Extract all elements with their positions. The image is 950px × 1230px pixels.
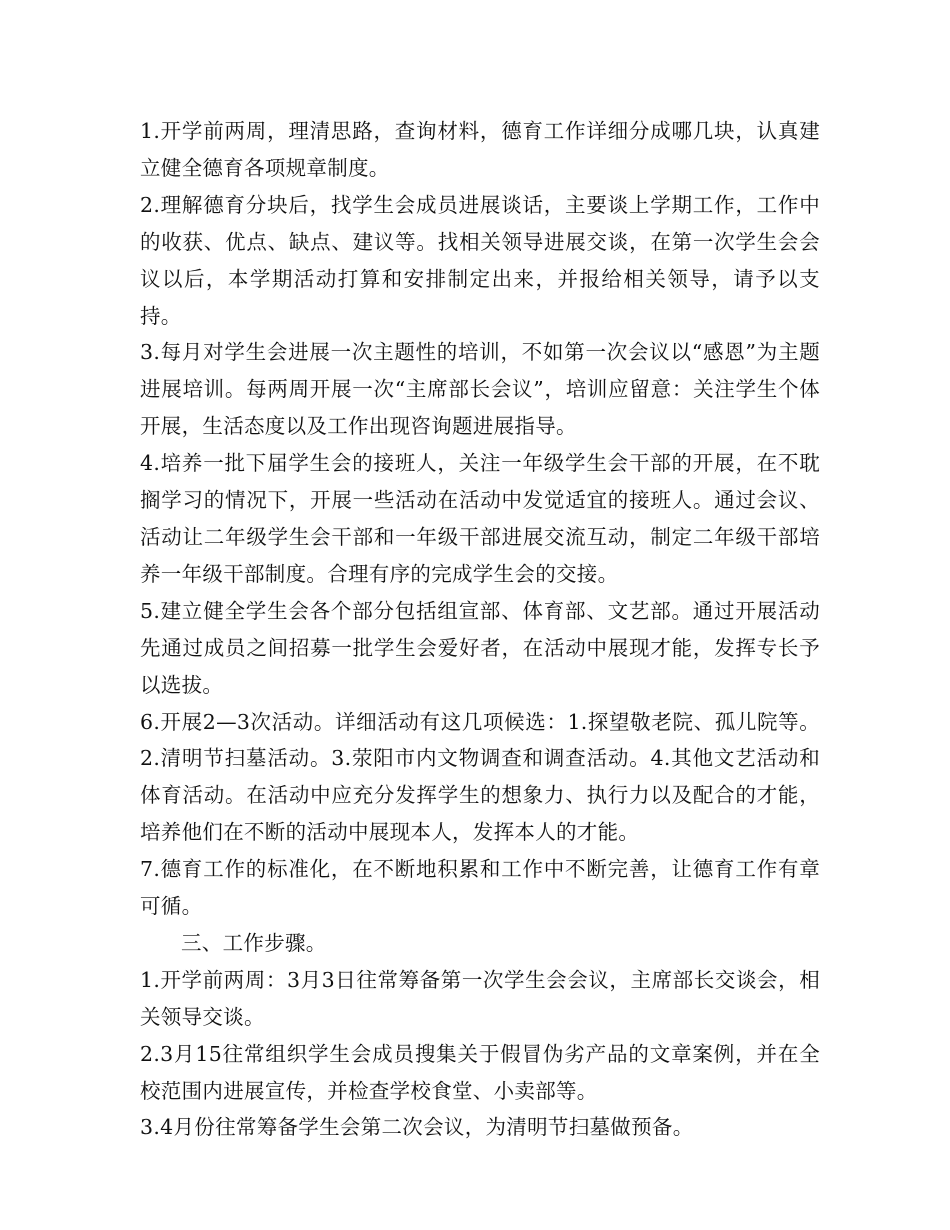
paragraph-7: 7.德育工作的标准化，在不断地积累和工作中不断完善，让德育工作有章可循。 (140, 857, 820, 919)
paragraph-5: 5.建立健全学生会各个部分包括组宣部、体育部、文艺部。通过开展活动先通过成员之间招募一批学生会爱好者，在活动中展现才能，发挥专长予以选拔。 (140, 598, 820, 697)
paragraph-3: 3.每月对学生会进展一次主题性的培训，不如第一次会议以“感恩”为主题进展培训。每两周开展一次“主席部长会议”，培训应留意：关注学生个体开展，生活态度以及工作出现咨询题进展指导。 (140, 340, 820, 439)
paragraph-1: 1.开学前两周，理清思路，查询材料，德育工作详细分成哪几块，认真建立健全德育各项规章制度。 (140, 119, 820, 180)
paragraph-step-3: 3.4月份往常筹备学生会第二次会议，为清明节扫墓做预备。 (140, 1115, 694, 1140)
paragraph-step-1: 1.开学前两周：3月3日往常筹备第一次学生会会议，主席部长交谈会，相关领导交谈。 (140, 967, 820, 1029)
paragraph-step-2: 2.3月15往常组织学生会成员搜集关于假冒伪劣产品的文章案例，并在全校范围内进展宣传，并检查学校食堂、小卖部等。 (140, 1041, 820, 1103)
document-page (140, 113, 820, 1146)
section-heading-work-steps: 三、工作步骤。 (181, 930, 327, 955)
paragraph-2: 2.理解德育分块后，找学生会成员进展谈话，主要谈上学期工作，工作中的收获、优点、缺点、建议等。找相关领导进展交谈，在第一次学生会会议以后，本学期活动打算和安排制定出来，并报给相关领导，请予以支持。 (140, 192, 820, 328)
paragraph-4: 4.培养一批下届学生会的接班人，关注一年级学生会干部的开展，在不耽搁学习的情况下，开展一些活动在活动中发觉适宜的接班人。通过会议、活动让二年级学生会干部和一年级干部进展交流互动，制定二年级干部培养一年级干部制度。合理有序的完成学生会的交接。 (140, 451, 820, 586)
paragraph-6: 6.开展2—3次活动。详细活动有这几项候选：1.探望敬老院、孤儿院等。2.清明节扫墓活动。3.荥阳市内文物调查和调查活动。4.其他文艺活动和体育活动。在活动中应充分发挥学生的想象力、执行力以及配合的才能，培养他们在不断的活动中展现本人，发挥本人的才能。 (140, 709, 820, 845)
